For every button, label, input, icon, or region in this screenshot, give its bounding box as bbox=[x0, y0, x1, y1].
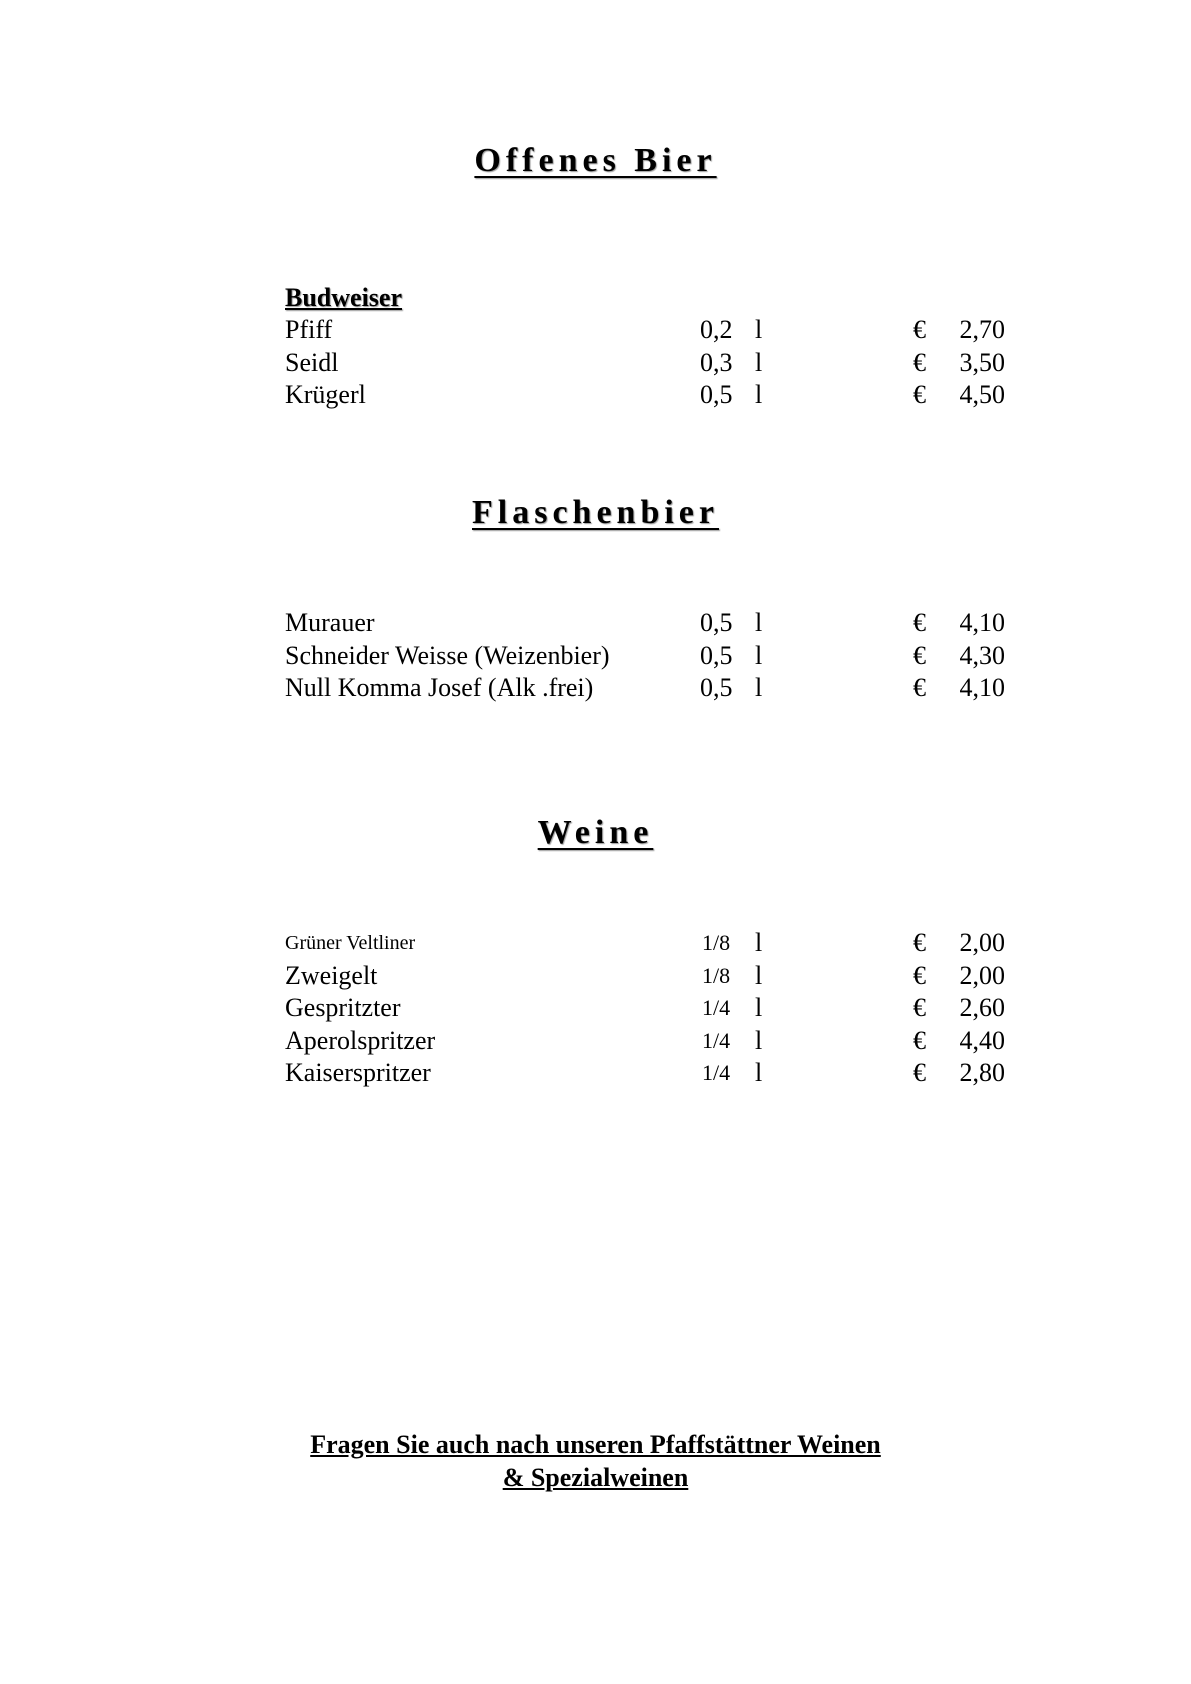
item-volume: 0,5 bbox=[700, 673, 733, 702]
menu-item-row bbox=[285, 1025, 1005, 1058]
item-volume: 1/8 bbox=[702, 962, 731, 988]
item-volume: 1/4 bbox=[702, 1060, 731, 1085]
menu-item-row bbox=[285, 314, 1005, 347]
item-unit: l bbox=[755, 960, 763, 990]
item-name: Krügerl bbox=[285, 380, 366, 409]
item-price: 4,40 bbox=[959, 1025, 1005, 1055]
heading-flaschenbier: Flaschenbier bbox=[472, 494, 719, 531]
item-name: Zweigelt bbox=[285, 960, 378, 990]
item-name: Gespritzter bbox=[285, 993, 401, 1022]
menu-item-row bbox=[285, 992, 1005, 1025]
item-unit: l bbox=[755, 673, 763, 702]
currency-symbol: € bbox=[913, 640, 926, 670]
item-volume: 0,2 bbox=[700, 315, 733, 344]
item-unit: l bbox=[755, 1058, 763, 1087]
item-volume: 0,5 bbox=[700, 380, 733, 409]
item-name: Seidl bbox=[285, 347, 339, 377]
item-unit: l bbox=[755, 380, 763, 409]
item-name: Kaiserspritzer bbox=[285, 1058, 431, 1087]
currency-symbol: € bbox=[913, 673, 926, 702]
menu-item-row bbox=[285, 347, 1005, 380]
item-price: 2,70 bbox=[959, 315, 1005, 344]
footer-note bbox=[0, 1428, 1191, 1494]
item-volume: 0,5 bbox=[700, 608, 733, 637]
heading-weine: Weine bbox=[537, 814, 654, 851]
currency-symbol: € bbox=[913, 315, 926, 344]
currency-symbol: € bbox=[913, 993, 926, 1022]
item-unit: l bbox=[755, 640, 763, 670]
item-price: 4,30 bbox=[959, 640, 1005, 670]
item-name: Pfiff bbox=[285, 315, 333, 344]
item-unit: l bbox=[755, 347, 763, 377]
currency-symbol: € bbox=[913, 1058, 926, 1087]
item-volume: 1/8 bbox=[702, 930, 731, 955]
currency-symbol: € bbox=[913, 380, 926, 409]
item-volume: 1/4 bbox=[702, 1027, 731, 1053]
currency-symbol: € bbox=[913, 928, 926, 957]
menu-item-row bbox=[285, 640, 1005, 673]
item-unit: l bbox=[755, 608, 763, 637]
item-name: Schneider Weisse (Weizenbier) bbox=[285, 640, 610, 670]
currency-symbol: € bbox=[913, 960, 926, 990]
section-flaschenbier bbox=[285, 607, 1005, 705]
item-price: 2,00 bbox=[959, 960, 1005, 990]
item-price: 2,00 bbox=[959, 928, 1005, 957]
menu-item-row bbox=[285, 379, 1005, 412]
item-volume: 1/4 bbox=[702, 995, 731, 1020]
item-name: Null Komma Josef (Alk .frei) bbox=[285, 673, 594, 702]
currency-symbol: € bbox=[913, 1025, 926, 1055]
menu-item-row bbox=[285, 672, 1005, 705]
item-name: Aperolspritzer bbox=[285, 1025, 436, 1055]
menu-item-row bbox=[285, 960, 1005, 993]
item-price: 2,60 bbox=[959, 993, 1005, 1022]
item-volume: 0,3 bbox=[700, 347, 733, 377]
footer-line-1: Fragen Sie auch nach unseren Pfaffstättner Weinen bbox=[310, 1430, 881, 1459]
item-name: Murauer bbox=[285, 608, 375, 637]
item-price: 2,80 bbox=[959, 1058, 1005, 1087]
item-unit: l bbox=[755, 315, 763, 344]
item-name: Grüner Veltliner bbox=[285, 932, 416, 954]
menu-item-row bbox=[285, 607, 1005, 640]
item-unit: l bbox=[755, 993, 763, 1022]
item-unit: l bbox=[755, 1025, 763, 1055]
item-price: 3,50 bbox=[959, 347, 1005, 377]
heading-offenes-bier: Offenes Bier bbox=[474, 142, 717, 179]
menu-item-row bbox=[285, 1057, 1005, 1090]
section-weine bbox=[285, 927, 1005, 1090]
footer-line-2: & Spezialweinen bbox=[502, 1463, 689, 1492]
menu-item-row bbox=[285, 927, 1005, 960]
item-price: 4,50 bbox=[959, 380, 1005, 409]
section-offenes-bier bbox=[285, 282, 1005, 412]
brand-budweiser: Budweiser bbox=[285, 283, 402, 312]
currency-symbol: € bbox=[913, 608, 926, 637]
currency-symbol: € bbox=[913, 347, 926, 377]
item-price: 4,10 bbox=[959, 608, 1005, 637]
item-unit: l bbox=[755, 928, 763, 957]
item-volume: 0,5 bbox=[700, 640, 733, 670]
item-price: 4,10 bbox=[959, 673, 1005, 702]
